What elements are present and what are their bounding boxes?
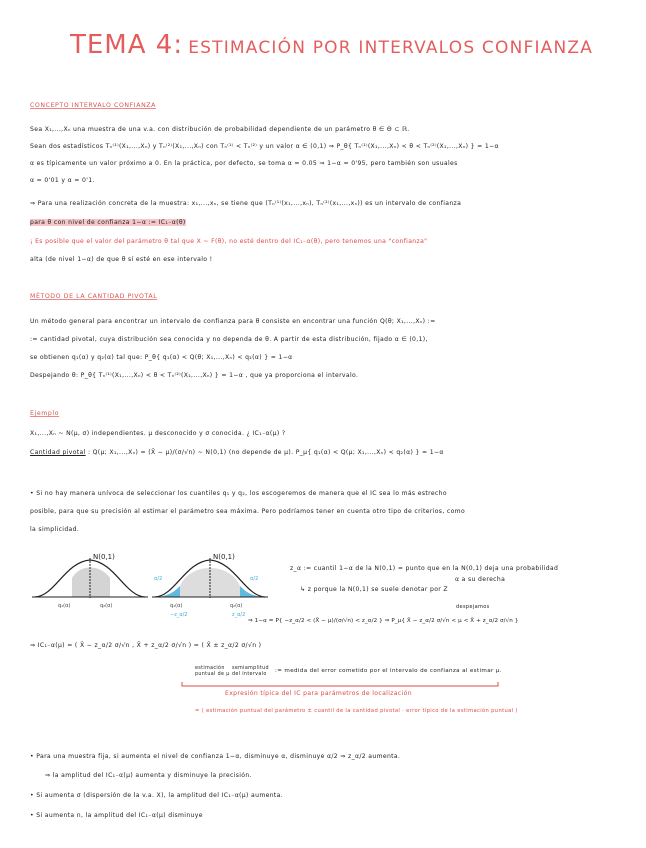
text-line-highlight (30, 219, 186, 226)
text-line: Un método general para encontrar un intervalo de confianza para θ consiste en encontrar una función Q(θ; X₁,...,Xₙ) := (30, 318, 436, 325)
error-measure-note: := medida del error cometido por el intervalo de confianza al estimar μ. (275, 668, 502, 674)
pivot-line (30, 449, 444, 456)
text-line: ⇒ Para una realización concreta de la muestra: x₁,...,xₙ, se tiene que (Tₙ⁽¹⁾(x₁,...,xₙ), Tₙ⁽²⁾(x₁,...,xₙ)) es un intervalo de confianza (30, 200, 462, 207)
za-definition-2: α a su derecha (455, 576, 506, 583)
text-line: X₁,...,Xₙ ~ N(μ, σ) independientes. μ desconocido y σ conocida. ¿ IC₁₋α(μ) ? (30, 430, 286, 437)
text-line: se obtienen q₁(α) y q₂(α) tal que: P_θ{ q₁(α) < Q(θ; X₁,...,Xₙ) < q₂(α) } = 1−α (30, 354, 293, 361)
graph2-label: N(0,1) (213, 553, 235, 561)
text-line: := cantidad pivotal, cuya distribución sea conocida y no dependa de θ. A partir de esta distribución, fijado α ∈ (0,1), (30, 336, 428, 343)
graph2-z1: −z_α/2 (170, 612, 188, 618)
final-bullet: ⇒ la amplitud del IC₁₋α(μ) aumenta y disminuye la precisión. (45, 772, 252, 779)
graph-normal-1 (32, 553, 148, 609)
pivot-label: Cantidad pivotal (30, 449, 86, 456)
graph2-q1: q₁(α) (170, 603, 183, 609)
graph1-label: N(0,1) (93, 553, 115, 561)
graph2-q2: q₂(α) (230, 603, 243, 609)
za-note: ↳ z porque la N(0,1) se suele denotar por Z (300, 586, 448, 593)
text-line: la simplicidad. (30, 526, 80, 533)
final-bullet: • Para una muestra fija, si aumenta el nivel de confianza 1−α, disminuye α, disminuye α/2 ⇒ z_α/2 aumenta. (30, 753, 401, 760)
estimacion-puntual-note: estimación puntual de μ (195, 666, 230, 677)
title-sub: ESTIMACIÓN POR INTERVALOS CONFIANZA (188, 38, 594, 58)
final-bullet: • Si aumenta n, la amplitud del IC₁₋α(μ) disminuye (30, 812, 203, 819)
text-line: α = 0'01 y α = 0'1. (30, 177, 95, 184)
text-line: Sean dos estadísticos Tₙ⁽¹⁾(X₁,...,Xₙ) y Tₙ⁽²⁾(X₁,...,Xₙ) con Tₙ⁽¹⁾ < Tₙ⁽²⁾ y un valor α ∈ (0,1) ⇒ P_θ{ Tₙ⁽¹⁾(X₁,...,Xₙ) < θ < Tₙ⁽²⁾(X₁,...,Xₙ) } = 1−α (30, 143, 499, 150)
text-line: Sea X₁,...,Xₙ una muestra de una v.a. con distribución de probabilidad dependiente de un parámetro θ ∈ Θ ⊂ ℝ. (30, 126, 410, 133)
ic-equation: ⇒ IC₁₋α(μ) = ( X̄ − z_α/2 σ/√n , X̄ + z_α/2 σ/√n ) = ( X̄ ± z_α/2 σ/√n ) (30, 642, 262, 649)
graph2-alpha-left: α/2 (154, 576, 163, 582)
graph2-alpha-right: α/2 (250, 576, 259, 582)
highlighted-definition: para θ con nivel de confianza 1−α := IC₁₋α(θ) (30, 219, 186, 226)
expression-title: Expresión típica del IC para parámetros de localización (225, 690, 412, 697)
text-line-warning: alta (de nivel 1−α) de que θ sí esté en ese intervalo ! (30, 256, 213, 263)
za-definition: z_α := cuantil 1−α de la N(0,1) = punto que en la N(0,1) deja una probabilidad (290, 565, 559, 572)
despejamos-label: despejamos (456, 604, 490, 610)
graph-normal-2 (152, 553, 268, 618)
section-heading-pivotal: MÉTODO DE LA CANTIDAD PIVOTAL (30, 293, 158, 300)
section-heading-ejemplo: Ejemplo (30, 410, 60, 417)
graph1-q1: q₁(α) (58, 603, 71, 609)
probability-equation: ⇒ 1−α = P{ −z_α/2 < (X̄ − μ)/(σ/√n) < z_α/2 } ⇒ P_μ{ X̄ − z_α/2 σ/√n < μ < X̄ + z_α/2 σ/√n } (248, 618, 519, 624)
pivot-formula: : Q(μ; X₁,...,Xₙ) = (X̄ − μ)/(σ/√n) ~ N(0,1) (no depende de μ). P_μ{ q₁(α) < Q(μ; X₁,...,Xₙ) < q₂(α) } = 1−α (87, 449, 444, 456)
graph1-q2: q₂(α) (100, 603, 113, 609)
section-heading-concepto: CONCEPTO INTERVALO CONFIANZA (30, 102, 156, 109)
text-line: posible, para que su precisión al estimar el parámetro sea máxima. Pero podríamos tener en cuenta otro tipo de criterios, como (30, 508, 466, 515)
text-line-warning: ¡ Es posible que el valor del parámetro θ tal que X ~ F(θ), no esté dentro del IC₁₋α(θ), pero tenemos una "confianza" (30, 238, 428, 245)
expression-body: = ( estimación puntual del parámetro ± cuantil de la cantidad pivotal · error típico de la estimación puntual ) (195, 708, 518, 714)
normal-distribution-sketches (30, 552, 270, 632)
text-line: Despejando θ: P_θ{ Tₙ⁽¹⁾(X₁,...,Xₙ) < θ < Tₙ⁽²⁾(X₁,...,Xₙ) } = 1−α , que ya proporciona el intervalo. (30, 372, 359, 379)
title-main: TEMA 4: (70, 30, 184, 60)
page-title (70, 30, 594, 70)
text-line: α es típicamente un valor próximo a 0. En la práctica, por defecto, se toma α = 0.05 ⇒ 1−α = 0'95, pero también son usuales (30, 160, 458, 167)
graph2-z2: z_α/2 (232, 612, 246, 618)
semiamplitud-note: semiamplitud del intervalo (232, 666, 269, 677)
final-bullet: • Si aumenta σ (dispersión de la v.a. X), la amplitud del IC₁₋α(μ) aumenta. (30, 792, 284, 799)
text-line: • Si no hay manera unívoca de seleccionar los cuantiles q₁ y q₂, los escogeremos de manera que el IC sea lo más estrecho (30, 490, 447, 497)
